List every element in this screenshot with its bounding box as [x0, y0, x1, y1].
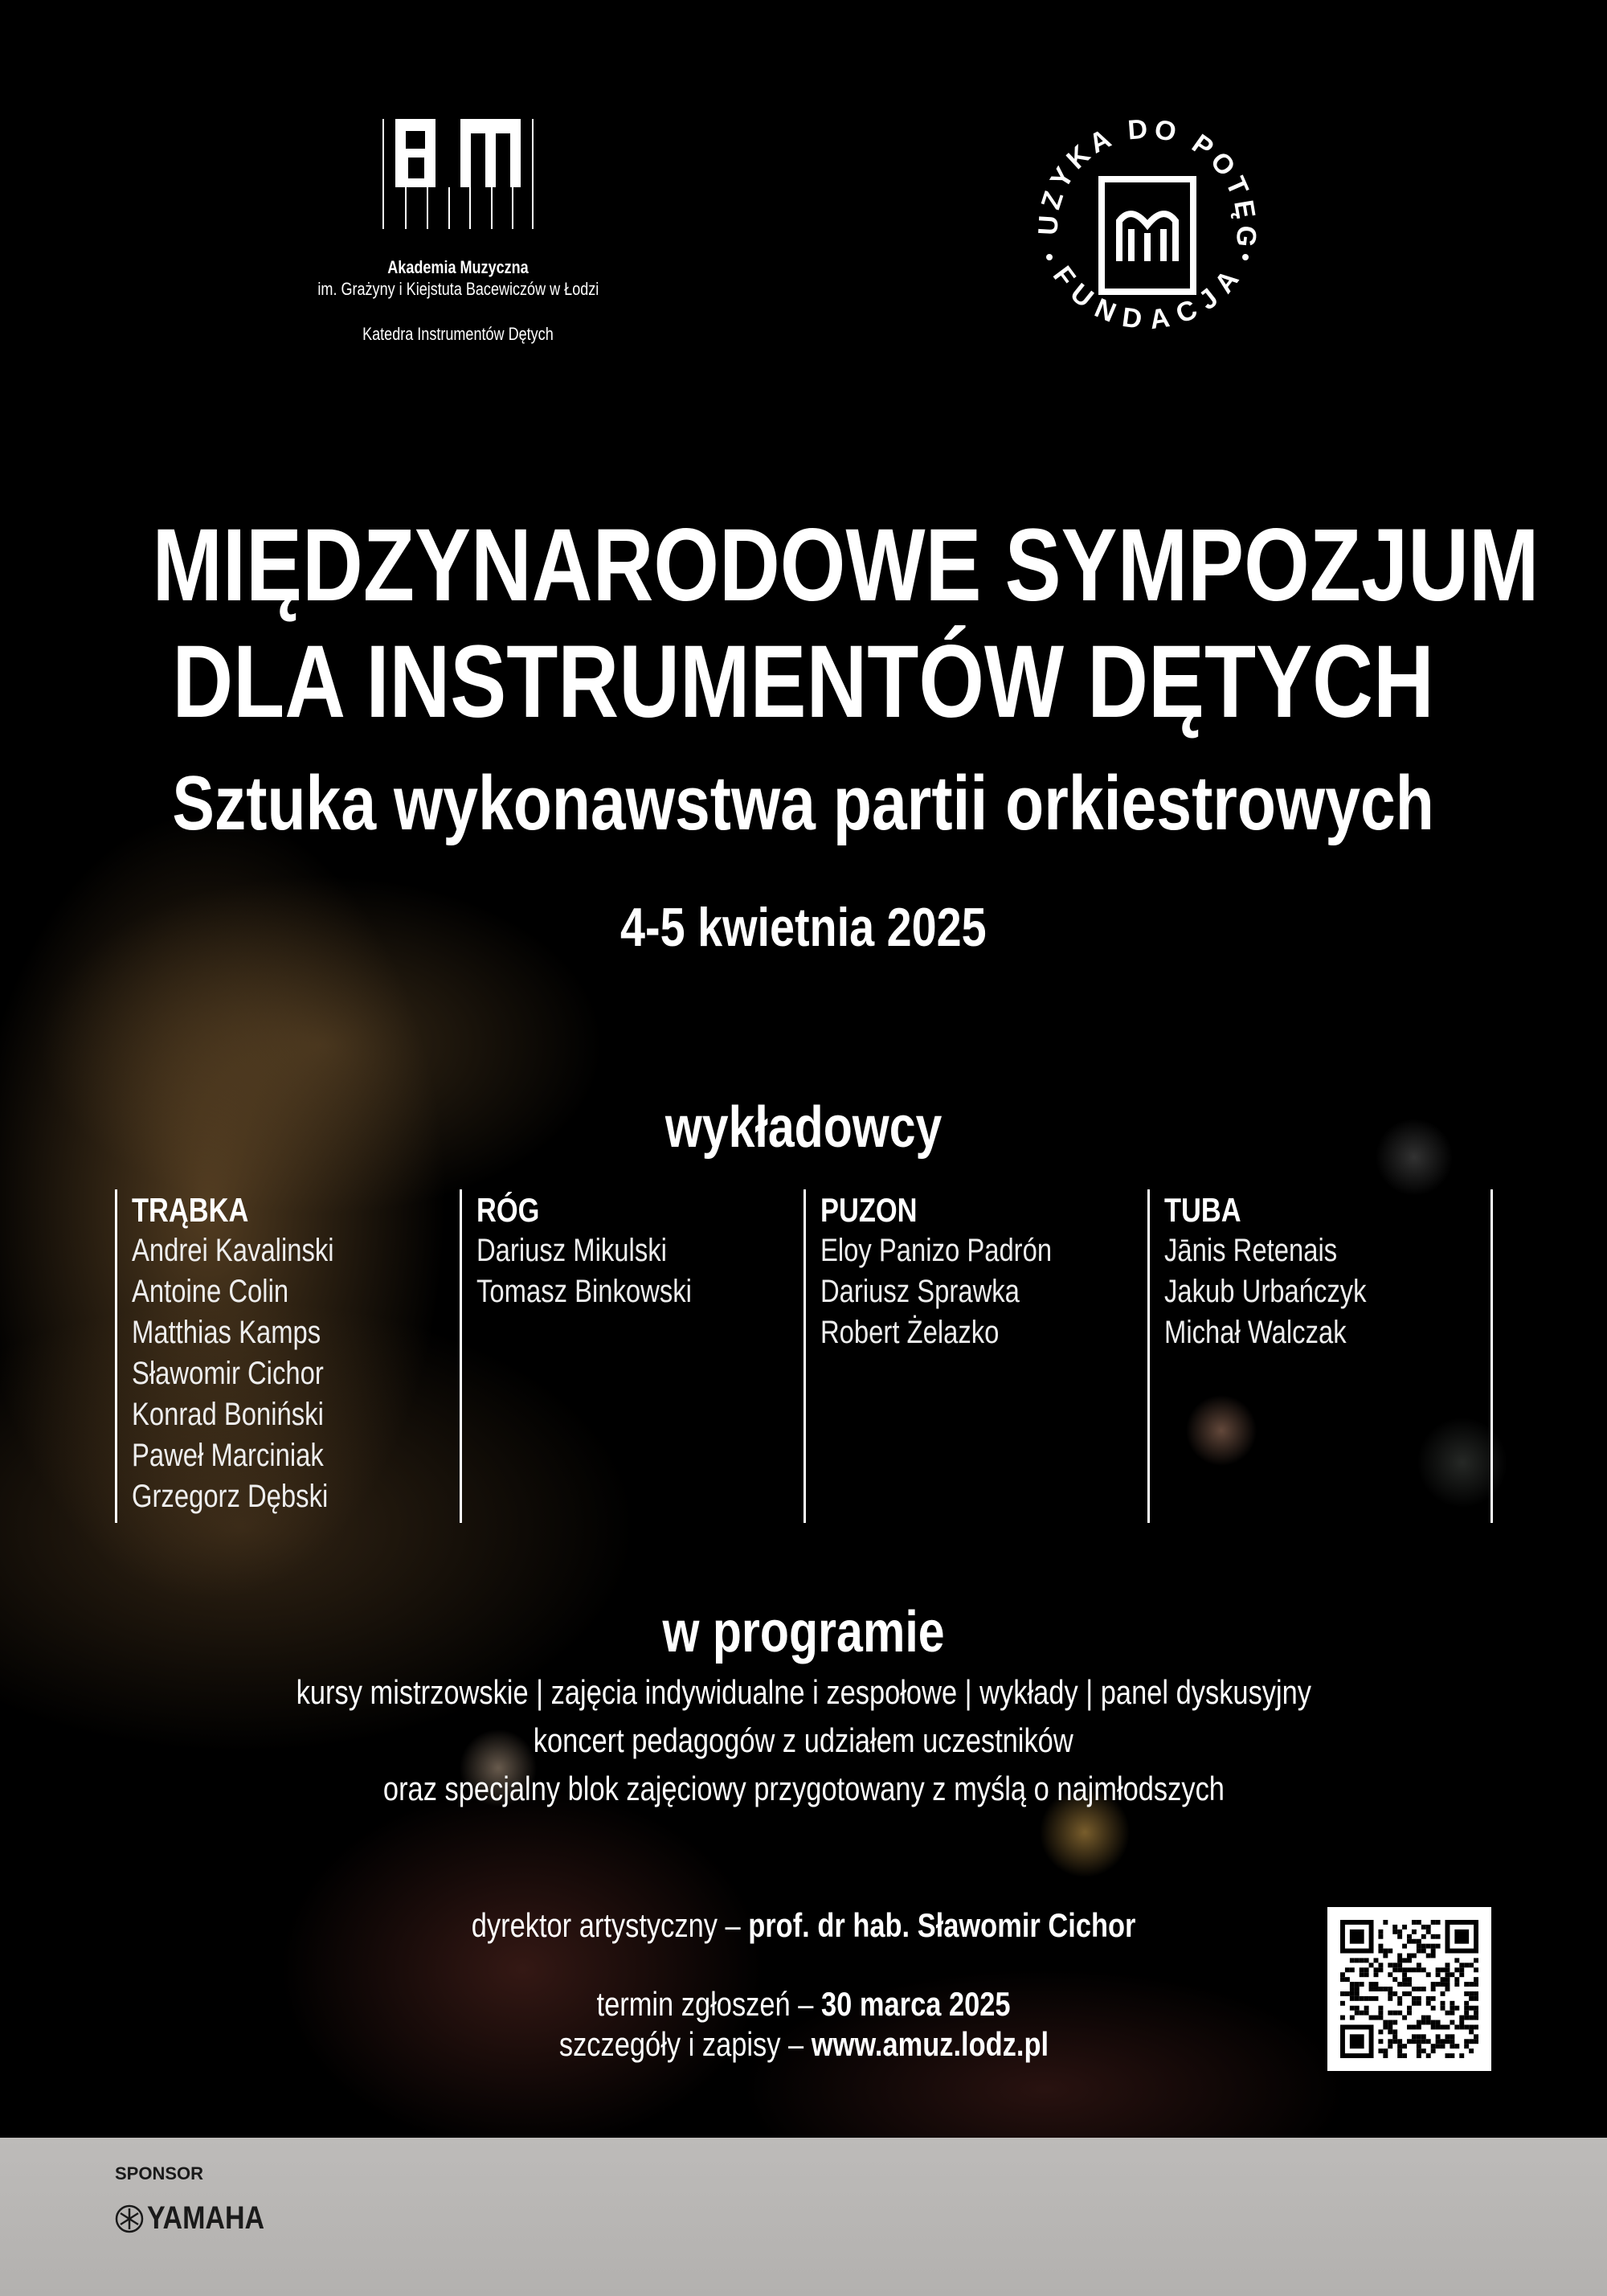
- qr-code-icon: [1340, 1920, 1478, 2058]
- academy-logo: [382, 119, 534, 229]
- instrument-heading: RÓG: [476, 1191, 540, 1229]
- instrument-heading: TUBA: [1164, 1191, 1241, 1229]
- lecturer-name: Matthias Kamps: [132, 1315, 321, 1350]
- title-line-2: DLA INSTRUMENTÓW DĘTYCH: [172, 624, 1435, 739]
- details-label: szczegóły i zapisy –: [558, 2025, 812, 2063]
- lecturer-name: Eloy Panizo Padrón: [820, 1233, 1053, 1268]
- lecturer-column-3: [1147, 1189, 1411, 1523]
- lecturer-name: Konrad Boniński: [132, 1397, 324, 1432]
- academy-name: Akademia Muzyczna: [387, 257, 529, 277]
- program-heading: w programie: [662, 1600, 945, 1664]
- website-link[interactable]: www.amuz.lodz.pl: [811, 2025, 1049, 2063]
- yamaha-tuning-forks-icon: [115, 2204, 144, 2233]
- lecturer-name: Robert Żelazko: [820, 1315, 1000, 1350]
- subtitle: Sztuka wykonawstwa partii orkiestrowych: [172, 760, 1435, 846]
- title-line-1: MIĘDZYNARODOWE SYMPOZJUM: [152, 508, 1540, 623]
- lecturer-name: Dariusz Mikulski: [476, 1233, 667, 1268]
- instrument-heading: PUZON: [820, 1191, 918, 1229]
- qr-code[interactable]: [1327, 1907, 1491, 2071]
- lecturer-column-2: [804, 1189, 1102, 1523]
- deadline-date: 30 marca 2025: [820, 1985, 1011, 2023]
- lecturer-name: Jakub Urbańczyk: [1164, 1274, 1367, 1309]
- instrument-heading: TRĄBKA: [132, 1191, 249, 1229]
- lecturer-column-0: [115, 1189, 378, 1523]
- lecturer-name: Tomasz Binkowski: [476, 1274, 692, 1309]
- lecturer-name: Jānis Retenais: [1164, 1233, 1338, 1268]
- academy-full-name: im. Grażyny i Kiejstuta Bacewiczów w Łodzi: [317, 279, 599, 299]
- foundation-logo: [1027, 104, 1268, 346]
- academy-department: Katedra Instrumentów Dętych: [362, 324, 554, 344]
- column-divider: [1490, 1189, 1493, 1523]
- svg-text:FUNDACJA: FUNDACJA: [1046, 260, 1248, 336]
- lecturer-column-1: [460, 1189, 739, 1523]
- lecturers-heading: wykładowcy: [664, 1095, 943, 1160]
- deadline-label: termin zgłoszeń –: [596, 1985, 821, 2023]
- program-line-2: koncert pedagogów z udziałem uczestników: [534, 1721, 1073, 1759]
- director-label: dyrektor artystyczny –: [471, 1906, 749, 1944]
- program-line-3: oraz specjalny blok zajęciowy przygotowany z myślą o najmłodszych: [382, 1770, 1225, 1807]
- lecturer-name: Sławomir Cichor: [132, 1356, 324, 1391]
- lecturer-name: Dariusz Sprawka: [820, 1274, 1020, 1309]
- yamaha-logo: YAMAHA: [115, 2200, 285, 2237]
- lecturer-name: Grzegorz Dębski: [132, 1479, 329, 1514]
- lecturer-name: Antoine Colin: [132, 1274, 289, 1309]
- sponsor-footer: [0, 2138, 1607, 2296]
- lecturer-name: Michał Walczak: [1164, 1315, 1347, 1350]
- sponsor-label: SPONSOR: [115, 2163, 204, 2183]
- lecturer-name: Paweł Marciniak: [132, 1438, 324, 1473]
- director-name: prof. dr hab. Sławomir Cichor: [748, 1906, 1136, 1944]
- event-date: 4-5 kwietnia 2025: [620, 897, 987, 958]
- piano-keys-logo-icon: [382, 119, 534, 229]
- lecturer-name: Andrei Kavalinski: [132, 1233, 334, 1268]
- program-line-1: kursy mistrzowskie | zajęcia indywidualne i zespołowe | wykłady | panel dyskusyjny: [296, 1673, 1311, 1711]
- svg-text:MUZYKA DO POTĘGI: UZYKA DO POTĘG: [1032, 113, 1262, 254]
